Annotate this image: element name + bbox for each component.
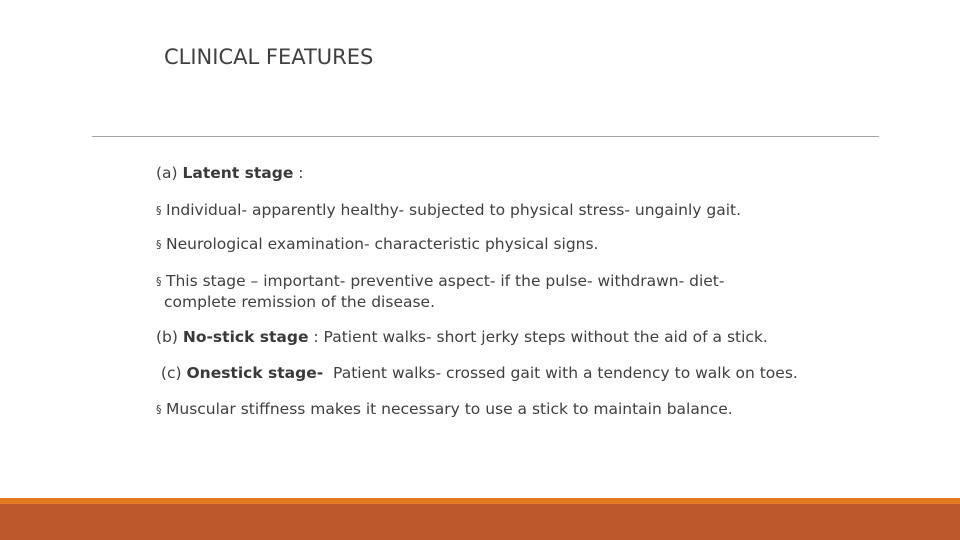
no-stick-stage <box>156 326 768 348</box>
onestick-label: Onestick stage- <box>186 364 324 382</box>
latent-stage-suffix: : <box>293 164 304 182</box>
bullet-icon: § <box>156 275 162 288</box>
onestick-prefix: (c) <box>156 364 187 382</box>
bullet-icon: § <box>156 238 162 251</box>
bullet-text: Neurological examination- characteristic physical signs. <box>166 235 599 253</box>
bullet-text: complete remission of the disease. <box>164 293 436 311</box>
bullet-icon: § <box>156 403 162 416</box>
onestick-stage <box>156 362 798 384</box>
latent-stage-heading <box>156 162 304 184</box>
bullet-text: Muscular stiffness makes it necessary to use a stick to maintain balance. <box>166 400 733 418</box>
bullet-text: Individual- apparently healthy- subjected to physical stress- ungainly gait. <box>166 201 742 219</box>
no-stick-label: No-stick stage <box>182 328 309 346</box>
no-stick-text: : Patient walks- short jerky steps without the aid of a stick. <box>308 328 768 346</box>
title-divider <box>92 136 879 137</box>
bullet-text: This stage – important- preventive aspect- if the pulse- withdrawn- diet- <box>166 272 725 290</box>
bullet-item <box>156 270 724 293</box>
latent-stage-prefix: (a) <box>156 164 183 182</box>
bullet-continuation <box>164 291 435 313</box>
latent-stage-label: Latent stage <box>182 164 294 182</box>
bullet-item <box>156 199 741 222</box>
bullet-item <box>156 233 599 256</box>
footer-bar <box>0 504 960 540</box>
slide-title: CLINICAL FEATURES <box>164 45 374 69</box>
bullet-icon: § <box>156 204 162 217</box>
onestick-text: Patient walks- crossed gait with a tendency to walk on toes. <box>323 364 798 382</box>
no-stick-prefix: (b) <box>156 328 183 346</box>
bullet-item <box>156 398 733 421</box>
